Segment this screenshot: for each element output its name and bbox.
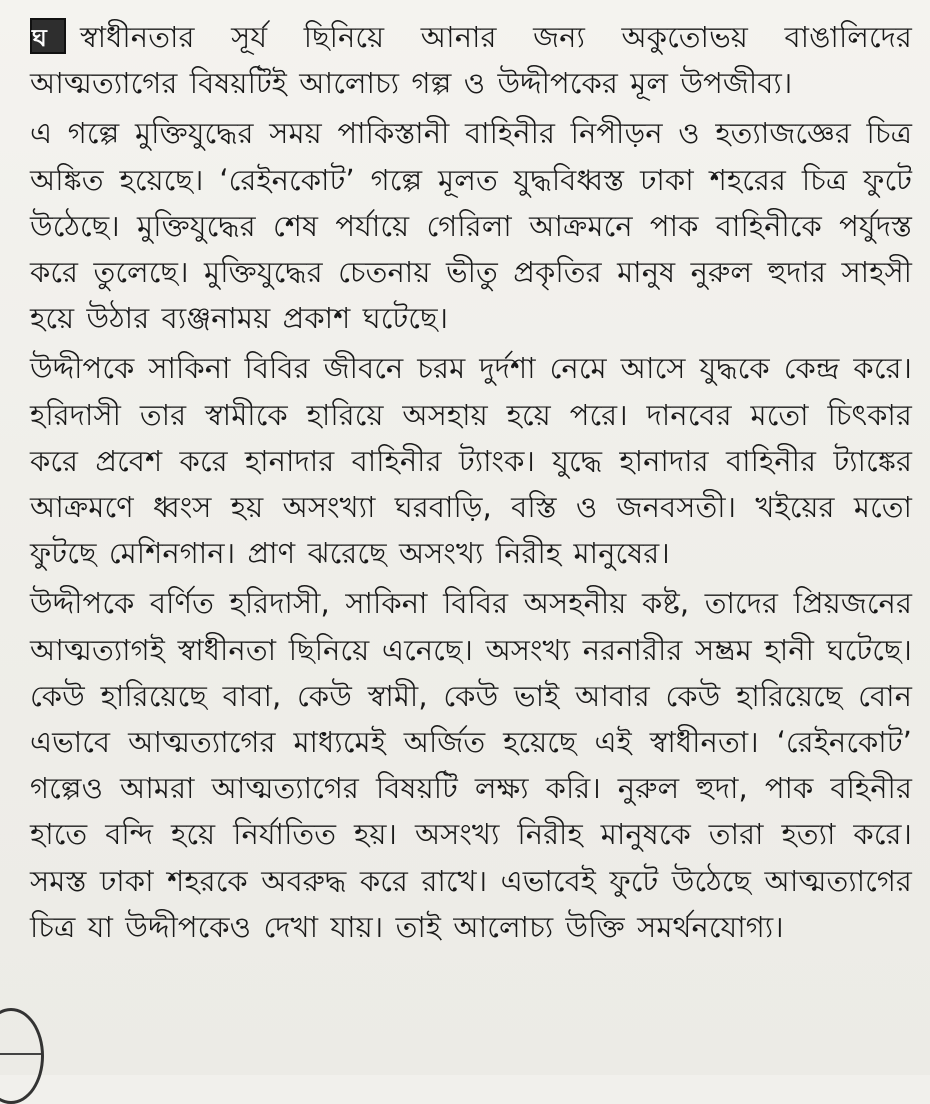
paragraph-1-text: স্বাধীনতার সূর্য ছিনিয়ে আনার জন্য অকুতোভয় বাঙালিদের আত্মত্যাগের বিষয়টিই আলোচ্য গল্প ও উদ্দীপকের মূল উপজীব্য। bbox=[30, 20, 912, 101]
paragraph-2: এ গল্পে মুক্তিযুদ্ধের সময় পাকিস্তানী বাহিনীর নিপীড়ন ও হত্যাজজ্ঞের চিত্র অঙ্কিত হয়েছে। ‘রেইনকোট’ গল্পে মূলত যুদ্ধবিধ্বস্ত ঢাকা শহরের চিত্র ফুটে উঠেছে। মুক্তিযুদ্ধের শেষ পর্যায়ে গেরিলা আক্রমনে পাক বাহিনীকে পর্যুদস্ত করে তুলেছে। মুক্তিযুদ্ধের চেতনায় ভীতু প্রকৃতির মানুষ নুরুল হুদার সাহসী হয়ে উঠার ব্যঞ্জনাময় প্রকাশ ঘটেছে। bbox=[30, 116, 912, 336]
paragraph-4: উদ্দীপকে বর্ণিত হরিদাসী, সাকিনা বিবির অসহনীয় কষ্ট, তাদের প্রিয়জনের আত্মত্যাগই স্বাধীনতা ছিনিয়ে এনেছে। অসংখ্য নরনারীর সম্ভ্রম হানী ঘটেছে। কেউ হারিয়েছে বাবা, কেউ স্বামী, কেউ ভাই আবার কেউ হারিয়েছে বোন এভাবে আত্মত্যাগের মাধ্যমেই অর্জিত হয়েছে এই স্বাধীনতা। ‘রেইনকোট’ গল্পেও আমরা আত্মত্যাগের বিষয়টি লক্ষ্য করি। নুরুল হুদা, পাক বহিনীর হাতে বন্দি হয়ে নির্যাতিত হয়। অসংখ্য নিরীহ মানুষকে তারা হত্যা করে। সমস্ত ঢাকা শহরকে অবরুদ্ধ করে রাখে। এভাবেই ফুটে উঠেছে আত্মত্যাগের চিত্র যা উদ্দীপকেও দেখা যায়। তাই আলোচ্য উক্তি সমর্থনযোগ্য। bbox=[30, 586, 912, 944]
page-edge-circle-mark bbox=[0, 1008, 44, 1104]
paragraph-3: উদ্দীপকে সাকিনা বিবির জীবনে চরম দুর্দশা নেমে আসে যুদ্ধকে কেন্দ্র করে। হরিদাসী তার স্বামীকে হারিয়ে অসহায় হয়ে পরে। দানবের মতো চিৎকার করে প্রবেশ করে হানাদার বাহিনীর ট্যাংক। যুদ্ধে হানাদার বাহিনীর ট্যাঙ্কের আক্রমণে ধ্বংস হয় অসংখ্যা ঘরবাড়ি, বস্তি ও জনবসতী। খইয়ের মতো ফুটছে মেশিনগান। প্রাণ ঝরেছে অসংখ্য নিরীহ মানুষের। bbox=[30, 351, 912, 571]
answer-text-block bbox=[30, 14, 912, 954]
answer-label-badge: ঘ bbox=[30, 18, 66, 54]
paragraph-1 bbox=[30, 14, 912, 106]
